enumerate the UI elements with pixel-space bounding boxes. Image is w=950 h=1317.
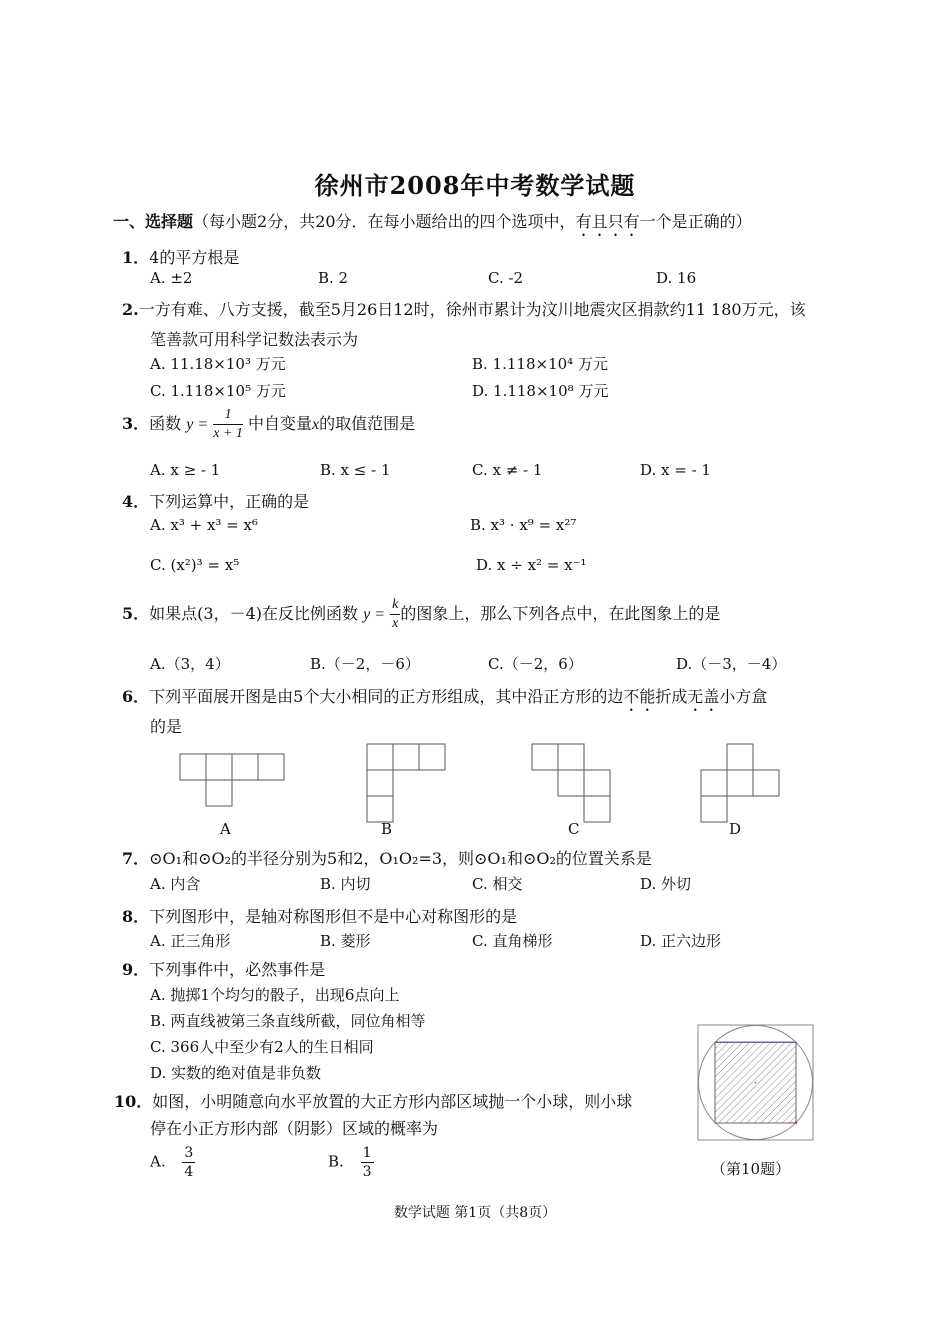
q1-option-d: D. 16 xyxy=(656,269,697,287)
question-text-line1: 如图，小明随意向水平放置的大正方形内部区域抛一个小球，则小球 xyxy=(152,1092,633,1111)
fraction-denominator: x + 1 xyxy=(213,426,243,441)
question-text-line1: 一方有难、八方支援，截至5月26日12时，徐州市累计为汶川地震灾区捐款约11 180万元，该 xyxy=(138,300,806,319)
option-label: A. xyxy=(150,1152,166,1171)
question-number: 2. xyxy=(122,300,139,319)
q5-option-c: C.（－2，6） xyxy=(488,655,583,673)
q3-post: 中自变量 xyxy=(248,414,313,433)
q6-net-figures xyxy=(170,738,810,830)
q3-func-lhs: y = xyxy=(186,416,209,433)
question-3 xyxy=(122,408,415,441)
question-5 xyxy=(122,598,720,631)
q8-option-d: D. 正六边形 xyxy=(640,932,722,950)
q5-func-lhs: y = xyxy=(363,606,385,623)
q1-option-a: A. ±2 xyxy=(150,269,193,287)
q7-option-a: A. 内含 xyxy=(150,875,201,893)
q6-label-b: B xyxy=(381,820,393,838)
q8-option-c: C. 直角梯形 xyxy=(472,932,553,950)
q6-text-line2: 的是 xyxy=(150,717,183,736)
q2-option-c: C. 1.118×10⁵ 万元 xyxy=(150,382,286,400)
question-number: 8． xyxy=(122,907,150,926)
question-text: 下列运算中，正确的是 xyxy=(149,492,310,511)
net-b-figure xyxy=(367,744,445,822)
question-number: 3． xyxy=(122,414,150,433)
q2-text-line2: 笔善款可用科学记数法表示为 xyxy=(150,330,359,349)
q8-option-b: B. 菱形 xyxy=(320,932,371,950)
q4-option-a: A. x³ + x³ = x⁶ xyxy=(150,516,258,534)
q6-emphasis-1: 不能 xyxy=(623,687,656,706)
q5-pre: 如果点(3，－4)在反比例函数 xyxy=(149,604,358,623)
q10-figure-caption: （第10题） xyxy=(711,1160,791,1178)
page-title: 徐州市2008年中考数学试题 xyxy=(314,171,636,200)
net-a-figure xyxy=(180,754,284,806)
fraction-numerator: 3 xyxy=(184,1145,194,1161)
question-10 xyxy=(114,1089,632,1112)
q3-option-a: A. x ≥ - 1 xyxy=(150,461,221,479)
q1-option-c: C. -2 xyxy=(488,269,524,287)
net-c-figure xyxy=(532,744,610,822)
section-note-prefix: （每小题2分，共20分．在每小题给出的四个选项中， xyxy=(193,212,576,231)
q9-option-a: A. 抛掷1个均匀的骰子，出现6点向上 xyxy=(150,986,400,1004)
q10-option-b xyxy=(328,1146,374,1179)
question-number: 7． xyxy=(122,849,150,868)
question-text: ⊙O₁和⊙O₂的半径分别为5和2，O₁O₂=3，则⊙O₁和⊙O₂的位置关系是 xyxy=(149,849,652,868)
q6-line1-mid: 折成 xyxy=(655,687,688,706)
section-label: 一、选择题 xyxy=(113,212,194,231)
question-6 xyxy=(122,684,767,715)
question-number: 6． xyxy=(122,687,150,706)
q5-option-b: B.（－2，－6） xyxy=(310,655,420,673)
q9-option-b: B. 两直线被第三条直线所截，同位角相等 xyxy=(150,1012,426,1030)
question-number: 9． xyxy=(122,960,150,979)
option-fraction xyxy=(361,1146,374,1179)
q5-post: 的图象上，那么下列各点中，在此图象上的是 xyxy=(400,604,721,623)
question-8 xyxy=(122,904,517,927)
q2-option-a: A. 11.18×10³ 万元 xyxy=(150,355,286,373)
net-d-figure xyxy=(701,744,779,822)
q6-emphasis-2: 无盖 xyxy=(687,687,720,706)
question-4 xyxy=(122,489,309,512)
q7-option-b: B. 内切 xyxy=(320,875,371,893)
option-fraction xyxy=(182,1146,195,1179)
q2-option-d: D. 1.118×10⁸ 万元 xyxy=(472,382,609,400)
question-text: 4的平方根是 xyxy=(149,248,240,267)
q5-option-a: A.（3，4） xyxy=(150,655,230,673)
question-text: 下列事件中，必然事件是 xyxy=(149,960,326,979)
question-number: 4． xyxy=(122,492,150,511)
section-header xyxy=(113,209,752,240)
q3-fraction xyxy=(213,408,243,441)
q9-option-c: C. 366人中至少有2人的生日相同 xyxy=(150,1038,374,1056)
q9-option-d: D. 实数的绝对值是非负数 xyxy=(150,1064,322,1082)
q6-label-c: C xyxy=(568,820,580,838)
q3-var: x xyxy=(312,416,320,433)
fraction-denominator: 4 xyxy=(184,1164,194,1180)
question-9 xyxy=(122,957,325,980)
fraction-numerator: k xyxy=(390,598,400,615)
q7-option-c: C. 相交 xyxy=(472,875,523,893)
q7-option-d: D. 外切 xyxy=(640,875,692,893)
q3-option-d: D. x = - 1 xyxy=(640,461,711,479)
section-note-emphasis: 有且只有 xyxy=(575,212,640,231)
question-text: 下列图形中，是轴对称图形但不是中心对称图形的是 xyxy=(149,907,518,926)
q3-option-b: B. x ≤ - 1 xyxy=(320,461,391,479)
q6-line1-pre: 下列平面展开图是由5个大小相同的正方形组成，其中沿正方形的边 xyxy=(149,687,624,706)
corner-dot xyxy=(795,1122,797,1124)
question-1 xyxy=(122,245,239,268)
fraction-numerator: 1 xyxy=(362,1145,372,1161)
q3-pre: 函数 xyxy=(149,414,182,433)
q10-option-a xyxy=(150,1146,195,1179)
q8-option-a: A. 正三角形 xyxy=(150,932,231,950)
q6-label-a: A xyxy=(220,820,231,838)
q10-figure xyxy=(697,1024,815,1142)
question-number: 5． xyxy=(122,604,150,623)
fraction-denominator: x xyxy=(392,616,399,631)
page-footer: 数学试题 第1页（共8页） xyxy=(393,1205,557,1221)
q6-line1-post: 小方盒 xyxy=(719,687,768,706)
option-label: B. xyxy=(328,1152,344,1171)
question-2 xyxy=(122,297,806,320)
section-note-suffix: 一个是正确的） xyxy=(639,212,752,231)
q3-post2: 的取值范围是 xyxy=(319,414,416,433)
question-7 xyxy=(122,846,652,869)
q3-option-c: C. x ≠ - 1 xyxy=(472,461,543,479)
q4-option-c: C. (x²)³ = x⁵ xyxy=(150,556,240,574)
q6-label-d: D xyxy=(729,820,742,838)
fraction-numerator: 1 xyxy=(213,408,243,425)
q5-fraction xyxy=(390,598,400,631)
question-number: 10． xyxy=(114,1092,153,1111)
q4-option-b: B. x³ · x⁹ = x²⁷ xyxy=(470,516,577,534)
q10-text-line2: 停在小正方形内部（阴影）区域的概率为 xyxy=(150,1119,439,1138)
q1-option-b: B. 2 xyxy=(318,269,349,287)
fraction-denominator: 3 xyxy=(362,1164,372,1180)
q4-option-d: D. x ÷ x² = x⁻¹ xyxy=(476,556,587,574)
q5-option-d: D.（－3，－4） xyxy=(676,655,787,673)
question-number: 1． xyxy=(122,248,150,267)
q2-option-b: B. 1.118×10⁴ 万元 xyxy=(472,355,608,373)
